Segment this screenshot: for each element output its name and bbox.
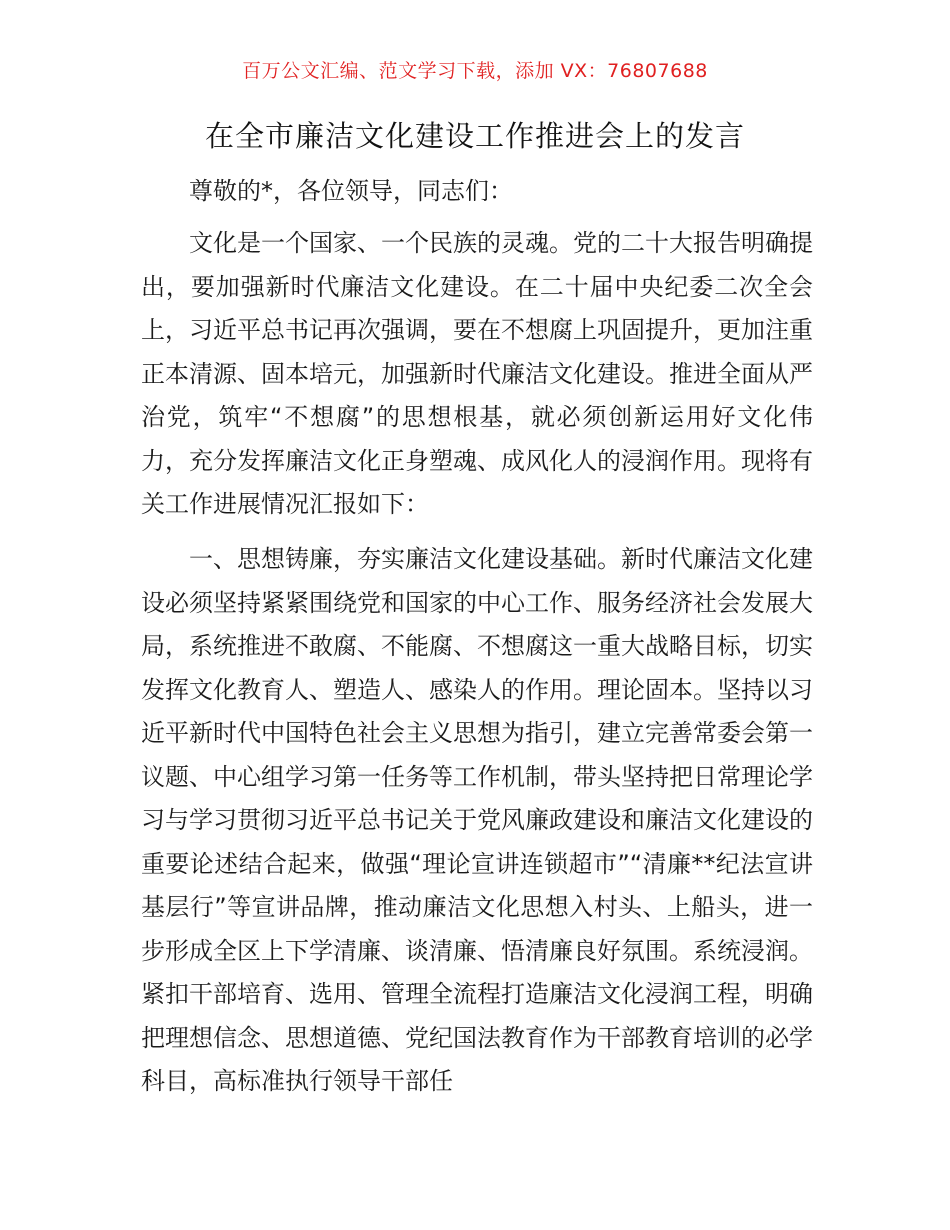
salutation: 尊敬的*，各位领导，同志们： [189,177,513,205]
watermark-header: 百万公文汇编、范文学习下载，添加 VX：76807688 [242,60,708,82]
body-paragraph-2 [141,538,813,1104]
body-paragraph-1 [141,222,813,527]
paragraph-text: 文化是一个国家、一个民族的灵魂。党的二十大报告明确提出，要加强新时代廉洁文化建设。在二十届中央纪委二次全会上，习近平总书记再次强调，要在不想腐上巩固提升，更加注重正本清源、固本培元，加强新时代廉洁文化建设。推进全面从严治党，筑牢“不想腐”的思想根基，就必须创新运用好文化伟力，充分发挥廉洁文化正身塑魂、成风化人的浸润作用。现将有关工作进展情况汇报如下： [141,229,813,518]
document-title: 在全市廉洁文化建设工作推进会上的发言 [204,119,745,153]
paragraph-text: 一、思想铸廉，夯实廉洁文化建设基础。新时代廉洁文化建设必须坚持紧紧围绕党和国家的中心工作、服务经济社会发展大局，系统推进不敢腐、不能腐、不想腐这一重大战略目标，切实发挥文化教育人、塑造人、感染人的作用。理论固本。坚持以习近平新时代中国特色社会主义思想为指引，建立完善常委会第一议题、中心组学习第一任务等工作机制，带头坚持把日常理论学习与学习贯彻习近平总书记关于党风廉政建设和廉洁文化建设的重要论述结合起来，做强“理论宣讲连锁超市”“清廉**纪法宣讲基层行”等宣讲品牌，推动廉洁文化思想入村头、上船头，进一步形成全区上下学清廉、谈清廉、悟清廉良好氛围。系统浸润。紧扣干部培育、选用、管理全流程打造廉洁文化浸润工程，明确把理想信念、思想道德、党纪国法教育作为干部教育培训的必学科目，高标准执行领导干部任 [141,545,813,1095]
